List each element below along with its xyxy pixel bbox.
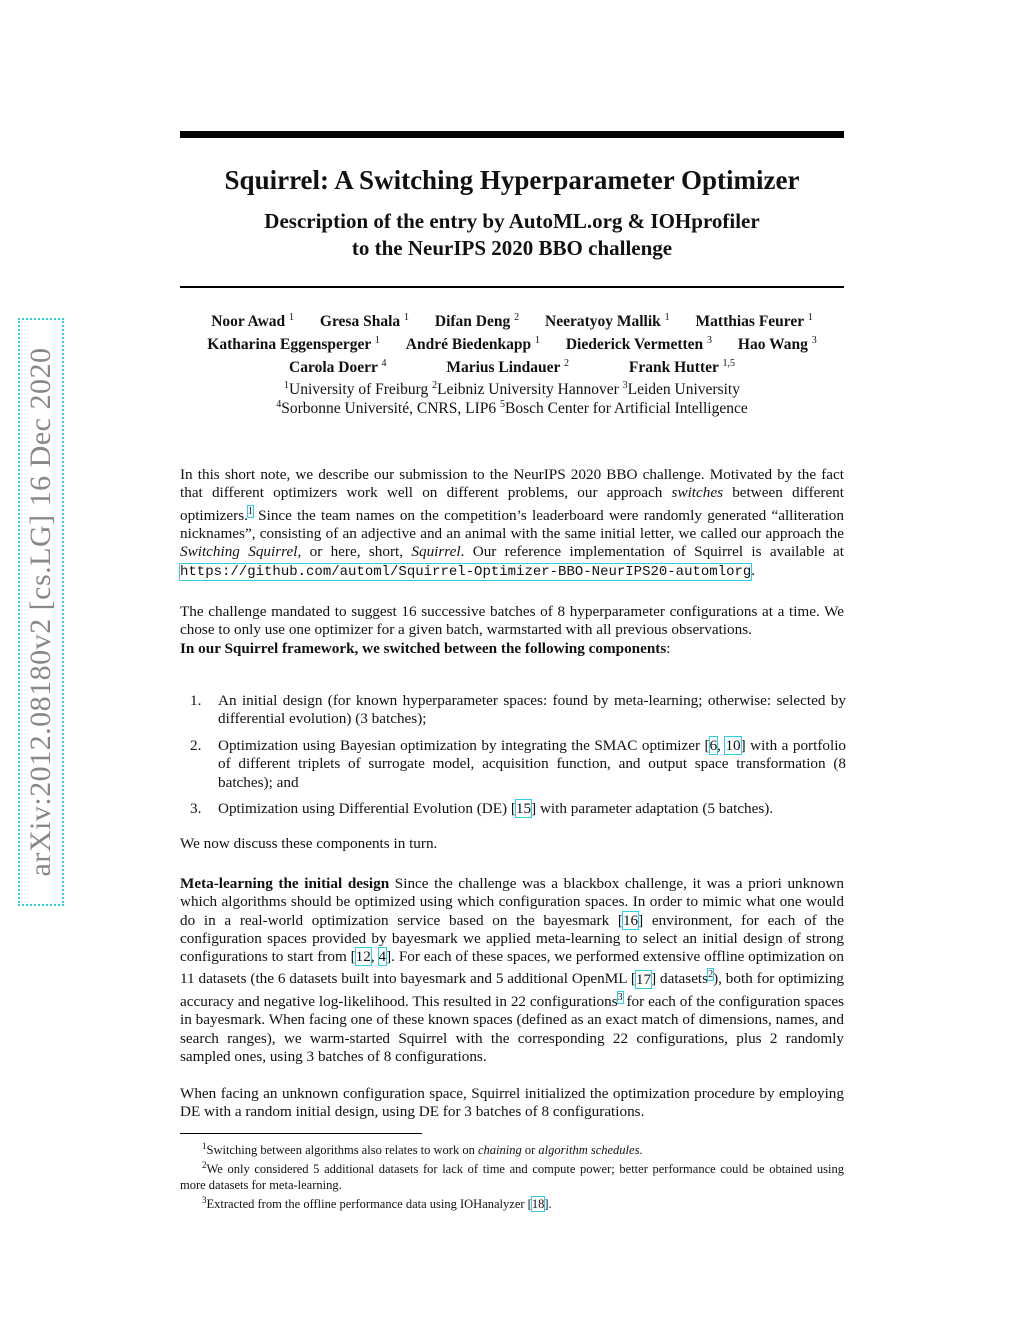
citation-link[interactable]: 12	[355, 948, 371, 966]
meta-learning-heading: Meta-learning the initial design	[180, 875, 390, 892]
footnote-rule	[180, 1133, 422, 1134]
author: Difan Deng $^2$	[434, 312, 520, 331]
subtitle-line-1: Description of the entry by AutoML.org & IOHprofiler	[264, 209, 760, 233]
footnote-1: $^1$Switching between algorithms also relates to work on chaining or algorithm schedules.	[202, 1141, 643, 1158]
author-line-2	[180, 335, 844, 354]
arxiv-stamp-text: arXiv:2012.08180v2 [cs.LG] 16 Dec 2020	[24, 347, 57, 877]
top-rule	[180, 131, 844, 138]
citation-link[interactable]: 6	[709, 737, 718, 754]
author: Noor Awad $^1$	[211, 312, 295, 331]
footnote-2: $^2$We only considered 5 additional datasets for lack of time and compute power; better performance could be obtained using more datasets for meta-learning.	[180, 1160, 844, 1193]
author: Diederick Vermetten $^3$	[565, 335, 713, 354]
intro-paragraph: In this short note, we describe our submission to the NeurIPS 2020 BBO challenge. Motivated by the fact that different optimizers work well on different problems, our approach switches between different optimizers.$^1$ Since the team names on the competition’s leaderboard were randomly generated “alliteration nicknames”, consisting of an adjective and an animal with the same initial letter, we called our approach the Switching Squirrel, or here, short, Squirrel. Our reference implementation of Squirrel is available at https://github.com/automl/Squirrel-Optimizer-BBO-NeurIPS20-automlorg.	[180, 466, 844, 580]
author: Marius Lindauer $^2$	[446, 358, 570, 377]
paper-title: Squirrel: A Switching Hyperparameter Optimizer	[224, 165, 800, 195]
citation-link[interactable]: 4	[378, 948, 387, 966]
author: Frank Hutter $^{1,5}$	[628, 358, 735, 377]
author: André Biedenkapp $^1$	[405, 335, 540, 354]
citation-link[interactable]: 16	[622, 911, 639, 929]
author: Carola Doerr $^4$	[289, 358, 387, 377]
affiliation-line-2: $^4$Sorbonne Université, CNRS, LIP6 $^5$Bosch Center for Artificial Intelligence	[276, 399, 748, 418]
citation-link[interactable]: 10	[725, 737, 741, 754]
list-item: 3. Optimization using Differential Evolution (DE) [15] with parameter adaptation (5 batches).	[190, 800, 774, 817]
author: Katharina Eggensperger $^1$	[207, 335, 380, 354]
github-link[interactable]: https://github.com/automl/Squirrel-Optimizer-BBO-NeurIPS20-automlorg	[180, 563, 752, 580]
discuss-paragraph: We now discuss these components in turn.	[180, 835, 438, 852]
author: Hao Wang $^3$	[737, 335, 817, 354]
title-rule	[180, 286, 844, 288]
subtitle-line-2: to the NeurIPS 2020 BBO challenge	[351, 236, 673, 260]
citation-link[interactable]: 15	[515, 800, 532, 817]
paper-subtitle	[0, 208, 1024, 262]
citation-link[interactable]: 17	[635, 970, 652, 988]
footnote-ref-3[interactable]: 3	[617, 991, 623, 1003]
meta-learning-paragraph: Meta-learning the initial design Since the challenge was a blackbox challenge, it was a priori unknown which algorithms should be optimized using which configuration spaces. In order to mimic what one would do in a real-world optimization service based on the bayesmark [16] environment, for each of the configuration spaces provided by bayesmark we applied meta-learning to select an initial design of strong configurations to start from [12, 4]. For each of these spaces, we performed extensive offline optimization on 11 datasets (the 6 datasets built into bayesmark and 5 additional OpenML [17] datasets$^2$), both for optimizing accuracy and negative log-likelihood. This resulted in 22 configurations$^3$ for each of the configuration spaces in bayesmark. When facing one of these known spaces (defined as an exact match of dimensions, names, and search ranges), we warm-started Squirrel with the corresponding 22 configurations, plus 2 randomly sampled ones, using 3 batches of 8 configurations.	[180, 875, 845, 1065]
footnote-ref-1[interactable]: 1	[247, 505, 253, 517]
author-line-3	[180, 358, 844, 377]
affiliation-line-1: $^1$University of Freiburg $^2$Leibniz University Hannover $^3$Leiden University	[284, 380, 740, 399]
challenge-paragraph: The challenge mandated to suggest 16 successive batches of 8 hyperparameter configurations at a time. We chose to only use one optimizer for a given batch, warmstarted with all previous observations. In our Squirrel framework, we switched between the following components:	[180, 603, 844, 657]
footnote-3: $^3$Extracted from the offline performance data using IOHanalyzer [18].	[202, 1195, 552, 1212]
framework-lead: In our Squirrel framework, we switched between the following components	[180, 639, 667, 657]
author: Neeratyoy Mallik $^1$	[545, 312, 670, 331]
list-item: 1. An initial design (for known hyperparameter spaces: found by meta-learning; otherwise: selected by differential evolution) (3 batches);	[190, 692, 846, 728]
author-line-1	[180, 312, 844, 331]
unknown-space-paragraph: When facing an unknown configuration space, Squirrel initialized the optimization procedure by employing DE with a random initial design, using DE for 3 batches of 8 configurations.	[180, 1085, 844, 1121]
arxiv-stamp	[18, 318, 68, 906]
citation-link[interactable]: 18	[531, 1197, 545, 1212]
list-item: 2. Optimization using Bayesian optimization by integrating the SMAC optimizer [6, 10] with a portfolio of different triplets of surrogate model, acquisition function, and output space transformation (8 batches); and	[190, 737, 847, 791]
author: Matthias Feurer $^1$	[695, 312, 813, 331]
footnote-ref-2[interactable]: 2	[708, 969, 714, 981]
author: Gresa Shala $^1$	[319, 312, 410, 331]
